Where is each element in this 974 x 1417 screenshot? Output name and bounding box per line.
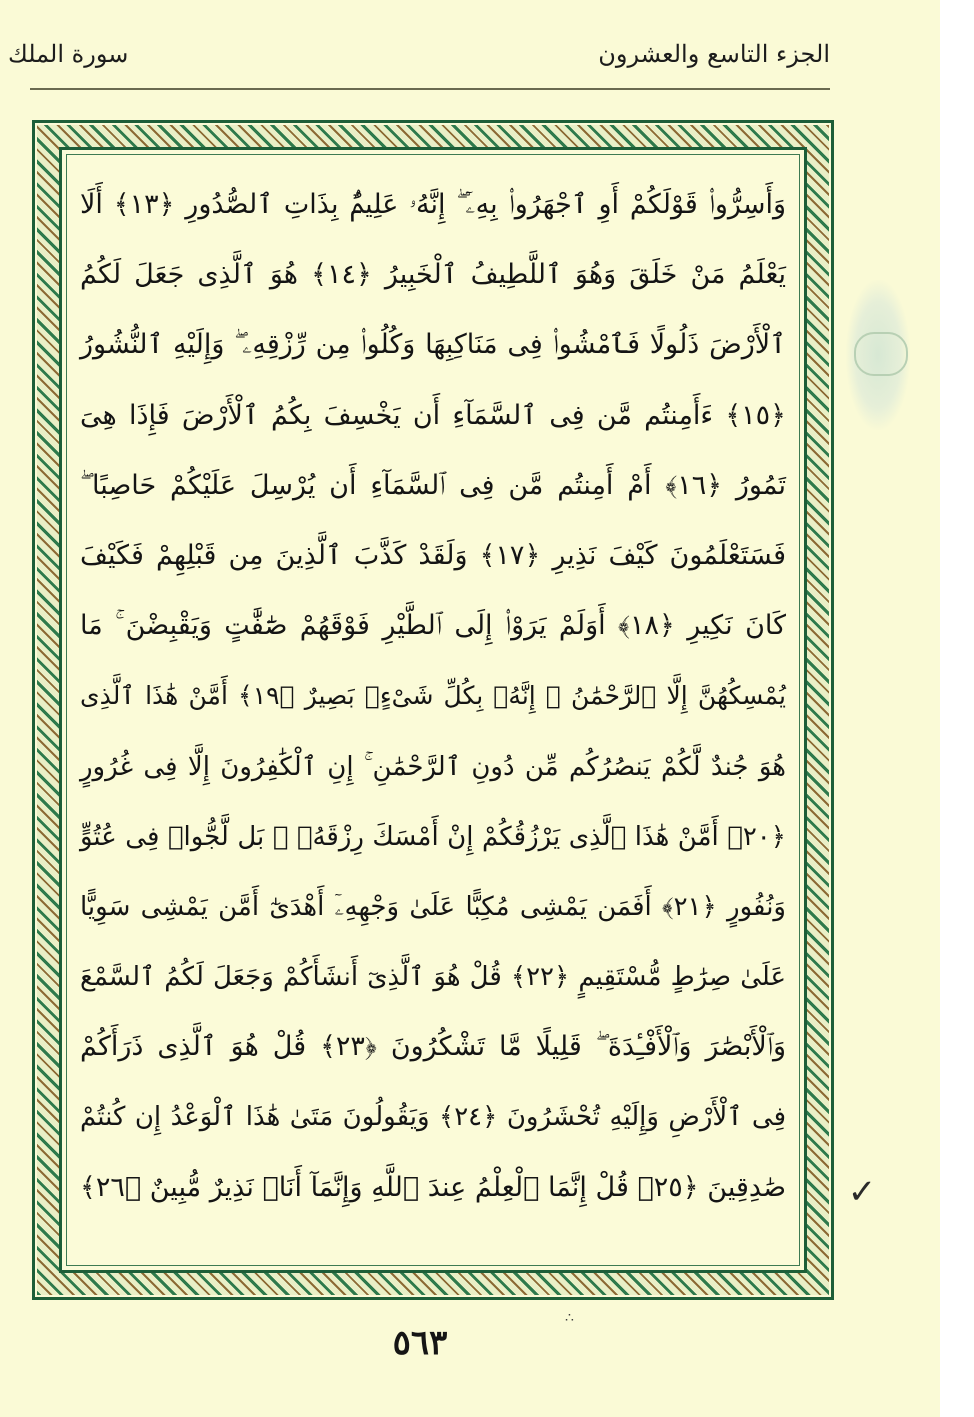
text-line-1: وَأَسِرُّوا۟ قَوْلَكُمْ أَوِ ٱجْهَرُوا۟ بِهِۦٓ ۖ إِنَّهُۥ عَلِيمٌۢ بِذَاتِ ٱلصُّدُورِ ﴿١٣﴾ أَلَا bbox=[80, 189, 786, 220]
surah-header: سورة الملك bbox=[8, 40, 129, 68]
text-line-13: وَٱلْأَبْصَٰرَ وَٱلْأَفْـِٔدَةَ ۖ قَلِيلًا مَّا تَشْكُرُونَ ﴿٢٣﴾ قُلْ هُوَ ٱلَّذِى ذَرَأَكُمْ bbox=[80, 1031, 786, 1063]
text-line-5: تَمُورُ ﴿١٦﴾ أَمْ أَمِنتُم مَّن فِى ٱلسَّمَآءِ أَن يُرْسِلَ عَلَيْكُمْ حَاصِبًا ۖ bbox=[80, 469, 786, 501]
text-line-10: ﴿٢٠﴾ أَمَّنْ هَٰذَا ٱلَّذِى يَرْزُقُكُمْ إِنْ أَمْسَكَ رِزْقَهُۥ ۚ بَل لَّجُّوا۟ فِى عُتُوٍّ bbox=[80, 821, 786, 852]
text-line-6: فَسَتَعْلَمُونَ كَيْفَ نَذِيرِ ﴿١٧﴾ وَلَقَدْ كَذَّبَ ٱلَّذِينَ مِن قَبْلِهِمْ فَكَيْفَ bbox=[80, 539, 787, 571]
text-line-9: هُوَ جُندٌ لَّكُمْ يَنصُرُكُم مِّن دُونِ ٱلرَّحْمَٰنِ ۚ إِنِ ٱلْكَٰفِرُونَ إِلَّا فِى غُرُورٍ bbox=[80, 751, 786, 782]
text-line-11: وَنُفُورٍ ﴿٢١﴾ أَفَمَن يَمْشِى مُكِبًّا عَلَىٰ وَجْهِهِۦٓ أَهْدَىٰٓ أَمَّن يَمْشِى سَوِيًّا bbox=[80, 891, 786, 922]
text-line-4: ﴿١٥﴾ ءَأَمِنتُم مَّن فِى ٱلسَّمَآءِ أَن يَخْسِفَ بِكُمُ ٱلْأَرْضَ فَإِذَا هِىَ bbox=[80, 399, 786, 431]
text-line-3: ٱلْأَرْضَ ذَلُولًا فَٱمْشُوا۟ فِى مَنَاكِبِهَا وَكُلُوا۟ مِن رِّزْقِهِۦ ۖ وَإِلَيْهِ ٱلنُّشُورُ bbox=[80, 329, 786, 361]
pencil-mark-icon: ✓ bbox=[847, 1172, 877, 1212]
header-divider bbox=[30, 88, 830, 90]
text-line-15: صَٰدِقِينَ ﴿٢٥﴾ قُلْ إِنَّمَا ٱلْعِلْمُ عِندَ ٱللَّهِ وَإِنَّمَآ أَنَا۠ نَذِيرٌ مُّبِينٌ ﴿٢٦﴾ bbox=[80, 1171, 786, 1203]
text-line-14: فِى ٱلْأَرْضِ وَإِلَيْهِ تُحْشَرُونَ ﴿٢٤﴾ وَيَقُولُونَ مَتَىٰ هَٰذَا ٱلْوَعْدُ إِن كُنتُمْ bbox=[80, 1102, 786, 1133]
text-line-12: عَلَىٰ صِرَٰطٍ مُّسْتَقِيمٍ ﴿٢٢﴾ قُلْ هُوَ ٱلَّذِىٓ أَنشَأَكُمْ وَجَعَلَ لَكُمُ ٱلسَّمْعَ bbox=[80, 962, 786, 993]
margin-medallion-icon bbox=[854, 332, 908, 376]
text-line-7: كَانَ نَكِيرِ ﴿١٨﴾ أَوَلَمْ يَرَوْا۟ إِلَى ٱلطَّيْرِ فَوْقَهُمْ صَٰٓفَّٰتٍ وَيَقْبِضْنَ ۚ مَا bbox=[80, 610, 786, 642]
ayah-text-block bbox=[80, 170, 786, 1223]
text-line-8: يُمْسِكُهُنَّ إِلَّا ٱلرَّحْمَٰنُ ۚ إِنَّهُۥ بِكُلِّ شَىْءٍۭ بَصِيرٌ ﴿١٩﴾ أَمَّنْ هَٰذَا ٱلَّذِى bbox=[80, 681, 786, 711]
page-number: ٥٦٣ bbox=[392, 1323, 448, 1363]
dots-icon: ∴ bbox=[565, 1310, 576, 1326]
text-line-2: يَعْلَمُ مَنْ خَلَقَ وَهُوَ ٱللَّطِيفُ ٱلْخَبِيرُ ﴿١٤﴾ هُوَ ٱلَّذِى جَعَلَ لَكُمُ bbox=[80, 259, 786, 291]
scan-margin bbox=[940, 0, 974, 1417]
juz-header: الجزء التاسع والعشرون bbox=[598, 40, 830, 68]
